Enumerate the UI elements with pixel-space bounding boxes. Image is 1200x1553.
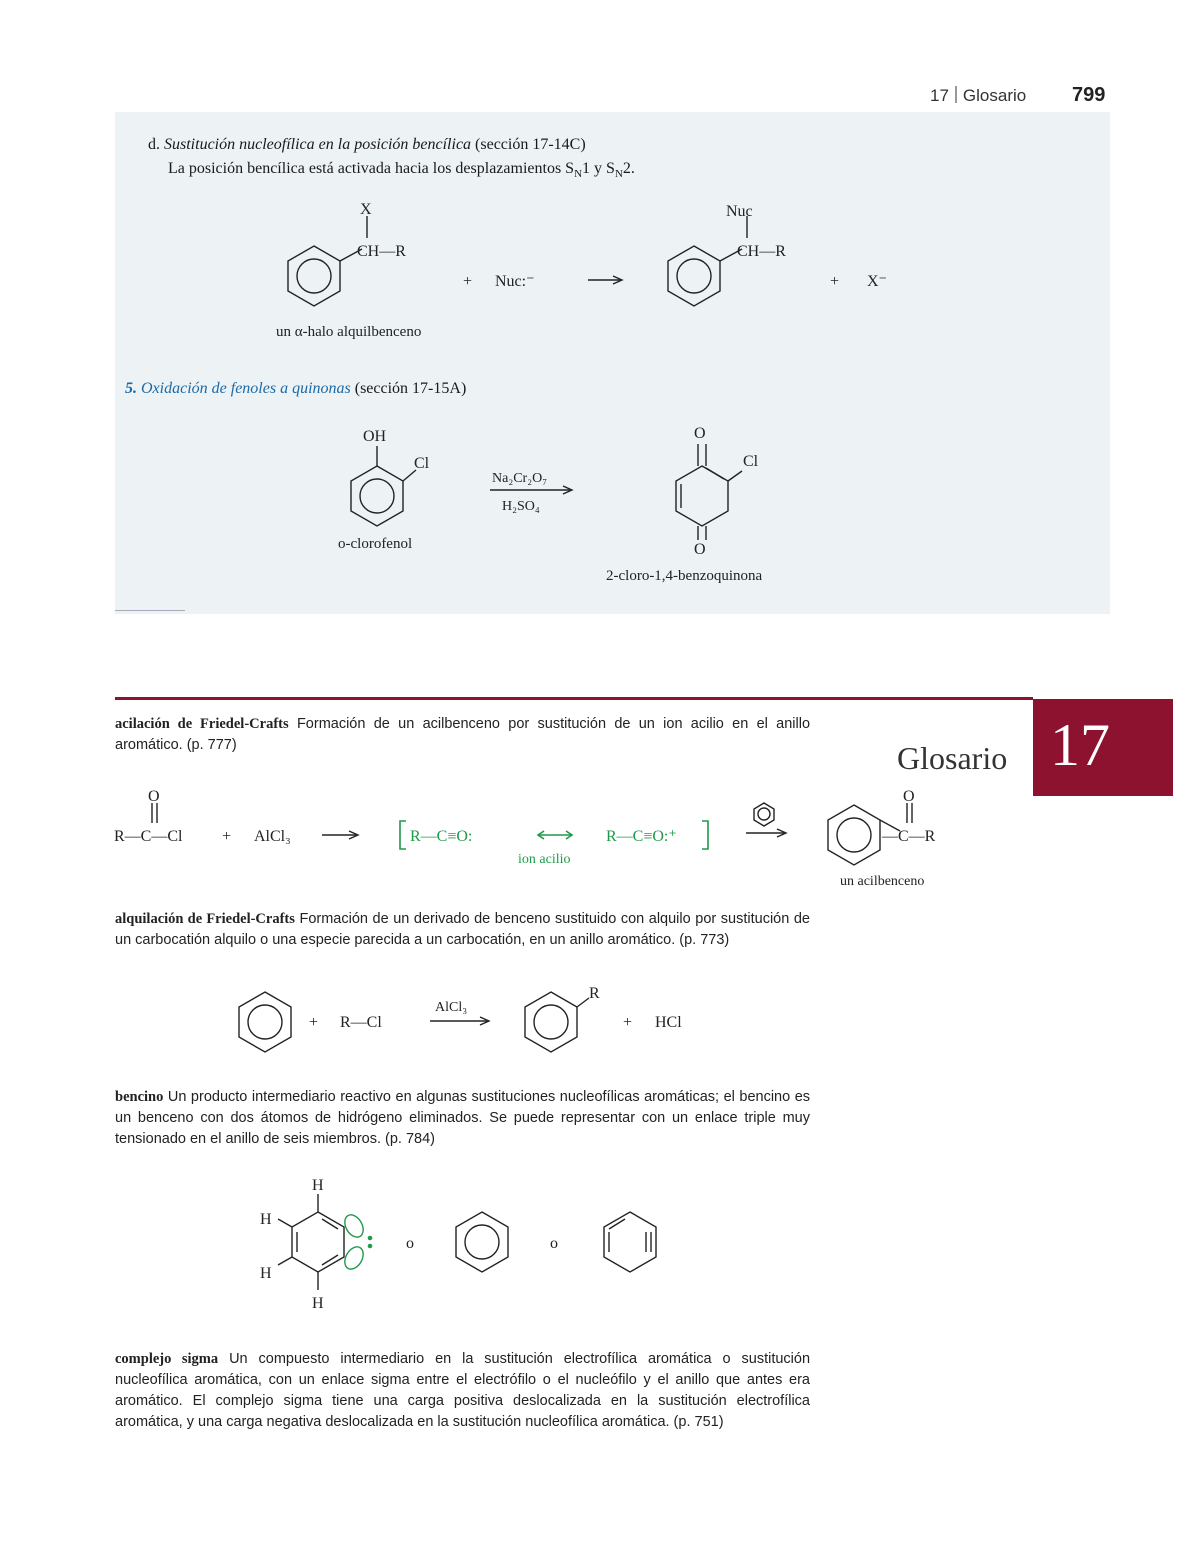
label-h-top: H [312,1177,324,1194]
quinone-ring [676,466,728,526]
item-5-title: Oxidación de fenoles a quinonas [141,380,351,397]
label-oh: OH [363,428,387,445]
label-cl-phenol: Cl [414,455,430,472]
benzyne-ring [292,1212,344,1272]
header-chapter: 17 [930,86,949,105]
label-alcl3-reagent: AlCl₃ [435,1000,468,1015]
label-acylium-2: R—C≡O:⁺ [606,828,677,845]
item-d-heading [148,136,586,154]
label-reagent-bottom: H₂SO₄ [502,499,540,514]
item-d-text-c: 2. [622,160,635,177]
entry-term: acilación de Friedel-Crafts [115,716,289,732]
glossary-entry-alkylation [115,909,810,951]
sn1-subscript: N [574,168,583,180]
page-number: 799 [1072,84,1106,106]
item-d-text-b: 1 y S [582,160,615,177]
benzene-ring-right [668,246,720,306]
item-5-ref: (sección 17-15A) [354,380,467,397]
glossary-entry-acylation [115,714,810,756]
scheme-phenol-oxidation [330,420,810,590]
chapter-rule [115,697,1033,700]
sn2-subscript: N [614,168,623,180]
label-or-2: o [550,1235,558,1252]
alkylbenzene-product [525,992,577,1052]
phenol-ring [351,466,403,526]
entry-text: Un compuesto intermediario en la sustitución electrofílica aromática o sustitución nucleofílica aromática, con un enlace sigma entre el electrófilo o el nucleófilo y el anillo que antes era aromático. El complejo sigma tiene una carga positiva deslocalizada en la sustitución electrofílica aromática, y una carga negativa deslocalizada en la sustitución nucleofílica aromática. (p. 751) [115,1351,811,1430]
label-o-top: O [694,425,706,442]
label-reagent-top: Na₂Cr₂O₇ [492,471,548,486]
box-divider [115,610,185,611]
label-plus2: + [623,1014,633,1031]
entry-term: alquilación de Friedel-Crafts [115,911,295,927]
benzyne-triple-form [604,1212,656,1272]
entry-text: Formación de un acilbenceno por sustitución de un ion acilio en el anillo aromático. (p. 777) [115,716,811,753]
label-x-minus: X⁻ [867,273,887,290]
label-o-product: O [903,788,915,805]
scheme-friedel-crafts-alkylation [225,978,705,1058]
label-ch-r: CH—R [357,243,406,260]
label-plus2: + [830,273,840,290]
item-5-number: 5. [125,380,137,397]
scheme-benzylic-substitution [270,190,930,350]
label-acyl-chloride: R—C—Cl [114,828,183,845]
aromatic-circle-left [297,259,331,293]
label-plus1: + [463,273,473,290]
entry-text: Formación de un derivado de benceno sustituido con alquilo por sustitución de un carbocatión alquilo o una especie parecida a un carbocatión, en un anillo aromático. (p. 773) [115,911,810,948]
benzyne-circle-form [456,1212,508,1272]
caption-benzoquinone: 2-cloro-1,4-benzoquinona [606,568,763,584]
caption-alpha-halo: un α-halo alquilbenceno [276,324,422,340]
sp2-orbitals [341,1212,372,1273]
label-or-1: o [406,1235,414,1252]
chapter-title: Glosario [897,740,1008,776]
item-d-label: d. [148,136,160,153]
label-cl-quinone: Cl [743,453,759,470]
label-r: R [589,985,600,1002]
label-x: X [360,201,372,218]
label-nuc-anion: Nuc:⁻ [495,273,535,290]
label-rcl: R—Cl [340,1014,382,1031]
entry-term: bencino [115,1089,164,1105]
label-nuc: Nuc [726,203,753,220]
benzene-reactant [239,992,291,1052]
label-plus: + [222,828,232,845]
aromatic-circle-right [677,259,711,293]
item-d-title: Sustitución nucleofílica en la posición bencílica [164,136,472,153]
glossary-entry-sigma-complex [115,1349,810,1433]
caption-acylbenzene: un acilbenceno [840,874,925,889]
chapter-number: 17 [1050,712,1110,778]
label-o-acyl: O [148,788,160,805]
label-h-bottom: H [312,1295,324,1312]
label-h-lower-left: H [260,1265,272,1282]
label-ch-r-product: CH—R [737,243,786,260]
label-o-bottom: O [694,541,706,558]
label-plus1: + [309,1014,319,1031]
item-d-description [168,160,635,180]
label-alcl3: AlCl₃ [254,828,291,845]
item-5-heading [125,380,466,398]
running-head [930,86,1026,106]
scheme-benzyne [250,1172,680,1312]
label-hcl: HCl [655,1014,682,1031]
label-h-upper-left: H [260,1211,272,1228]
header-divider [955,86,957,103]
benzene-ring-left [288,246,340,306]
acylbenzene-ring [828,805,880,865]
entry-term: complejo sigma [115,1351,219,1367]
entry-text: Un producto intermediario reactivo en algunas sustituciones nucleofílicas aromáticas; el bencino es un benceno con dos átomos de hidrógeno eliminados. Se puede representar con un enlace triple muy tensionado en el anillo de seis miembros. (p. 784) [115,1089,811,1147]
header-section: Glosario [962,86,1027,105]
scheme-friedel-crafts-acylation [110,785,970,895]
label-ion-acilio: ion acilio [518,852,571,867]
label-product: —C—R [882,828,936,845]
glossary-entry-benzyne [115,1087,810,1150]
caption-o-chlorophenol: o-clorofenol [338,536,413,552]
item-d-text-a: La posición bencílica está activada hacia los desplazamientos S [168,160,575,177]
item-d-ref: (sección 17-14C) [475,136,586,153]
label-acylium-1: R—C≡O: [410,828,473,845]
